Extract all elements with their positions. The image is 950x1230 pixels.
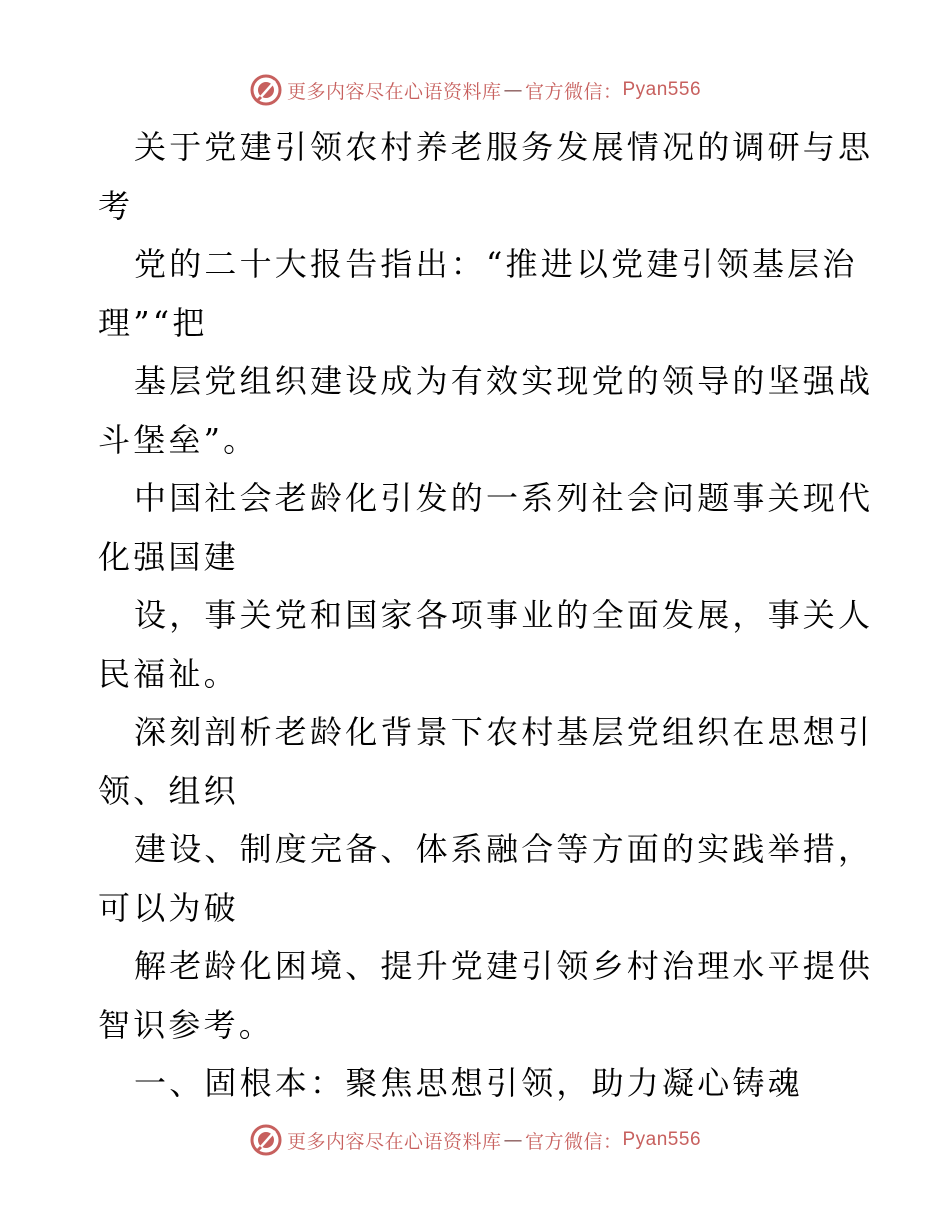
- section-heading: 一、固根本：聚焦思想引领，助力凝心铸魂: [134, 1064, 803, 1102]
- watermark-handle: Pyan556: [622, 79, 702, 100]
- watermark-text: 更多内容尽在心语资料库: [286, 1130, 502, 1153]
- footer-watermark: [0, 1120, 950, 1160]
- header-watermark: [0, 70, 950, 110]
- paragraph-line: 建设、制度完备、体系融合等方面的实践举措，: [134, 830, 874, 868]
- watermark-dash: —: [503, 79, 523, 101]
- title-line-1: 关于党建引领农村养老服务发展情况的调研与思: [134, 128, 874, 166]
- paragraph-line: 化强国建: [98, 537, 239, 576]
- seal-pen-icon: [249, 73, 283, 107]
- watermark-dash: —: [503, 1129, 523, 1151]
- paragraph-line: 可以为破: [98, 888, 239, 927]
- watermark-handle: Pyan556: [622, 1129, 702, 1150]
- paragraph-line: 民福祉。: [98, 654, 239, 693]
- watermark-label: 官方微信：: [524, 80, 623, 103]
- paragraph-line: 中国社会老龄化引发的一系列社会问题事关现代: [134, 479, 874, 517]
- document-body: [98, 118, 874, 1113]
- paragraph-line: 基层党组织建设成为有效实现党的领导的坚强战: [134, 362, 874, 400]
- seal-pen-icon: [249, 1123, 283, 1157]
- paragraph-line: 智识参考。: [98, 1005, 275, 1044]
- paragraph-line: 深刻剖析老龄化背景下农村基层党组织在思想引: [134, 713, 874, 751]
- watermark-label: 官方微信：: [524, 1130, 623, 1153]
- paragraph-line: 解老龄化困境、提升党建引领乡村治理水平提供: [134, 947, 874, 985]
- watermark-text: 更多内容尽在心语资料库: [286, 80, 502, 103]
- paragraph-line: 理”“把: [98, 303, 208, 342]
- paragraph-line: 领、组织: [98, 771, 239, 810]
- paragraph-line: 设，事关党和国家各项事业的全面发展，事关人: [134, 596, 874, 634]
- paragraph-line: 斗堡垒”。: [98, 420, 259, 459]
- paragraph-line: 党的二十大报告指出：“推进以党建引领基层治: [134, 245, 858, 283]
- title-line-2: 考: [98, 186, 134, 225]
